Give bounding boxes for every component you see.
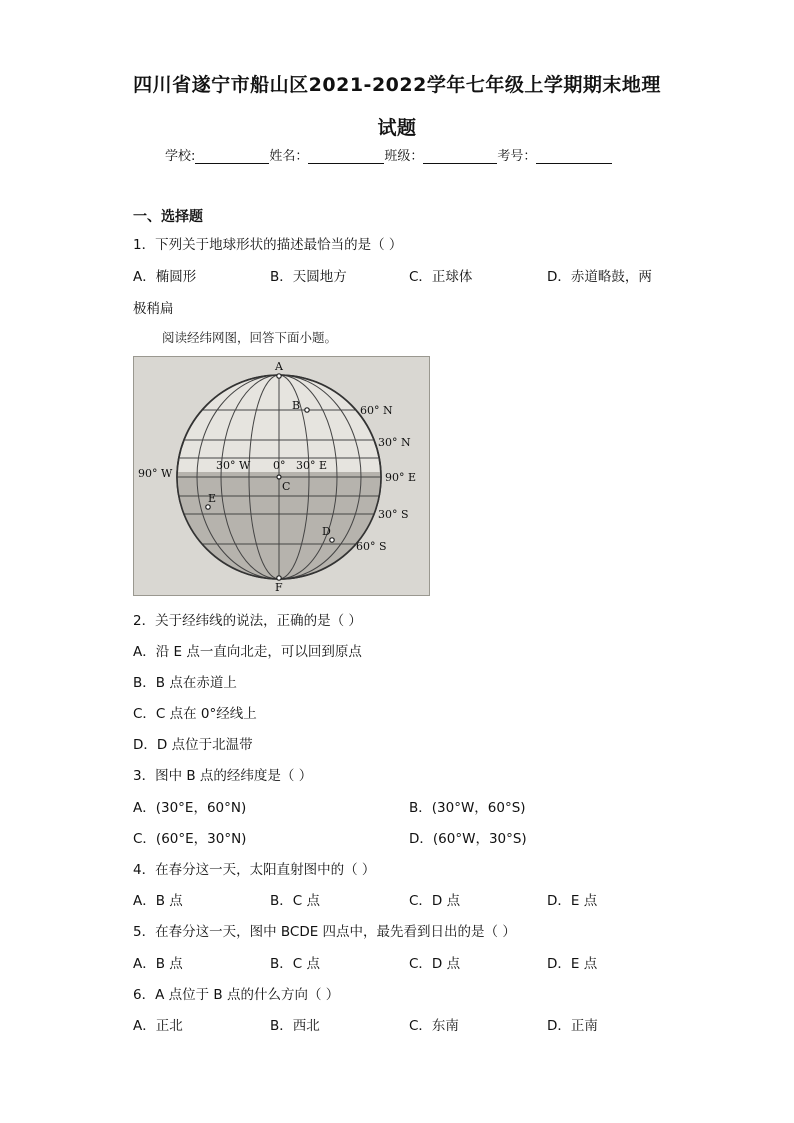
graticule-map	[133, 356, 430, 596]
label-lat-30n: 30° N	[378, 436, 411, 449]
question-2-option-a: A．沿 E 点一直向北走，可以回到原点	[133, 644, 362, 660]
question-2-stem: 2．关于经纬线的说法，正确的是（ ）	[133, 613, 362, 629]
name-label: 姓名：	[269, 149, 309, 164]
label-lon-30w: 30° W	[216, 459, 251, 472]
question-3-option-a: A．(30°E，60°N)	[133, 800, 247, 816]
question-4-stem: 4．在春分这一天，太阳直射图中的（ ）	[133, 862, 376, 878]
label-lon-90w: 90° W	[138, 467, 173, 480]
question-1-stem: 1．下列关于地球形状的描述最恰当的是（ ）	[133, 237, 403, 253]
question-4-option-b: B．C 点	[270, 893, 320, 909]
point-a-marker	[277, 374, 281, 378]
label-lat-30s: 30° S	[378, 508, 409, 521]
question-1-option-c: C．正球体	[409, 269, 473, 285]
question-6-stem: 6．A 点位于 B 点的什么方向（ ）	[133, 987, 340, 1003]
student-info-line	[165, 145, 612, 164]
point-f-marker	[277, 576, 281, 580]
question-1-option-b: B．天圆地方	[270, 269, 347, 285]
question-5-option-a: A．B 点	[133, 956, 183, 972]
school-field[interactable]	[195, 149, 269, 164]
graticule-map-svg	[134, 357, 429, 595]
label-e: E	[208, 492, 217, 505]
question-4-option-a: A．B 点	[133, 893, 183, 909]
question-4-option-d: D．E 点	[547, 893, 598, 909]
label-lon-0: 0°	[273, 459, 286, 472]
label-f: F	[275, 581, 283, 594]
question-4-option-c: C．D 点	[409, 893, 461, 909]
question-2-option-c: C．C 点在 0°经线上	[133, 706, 257, 722]
point-d-marker	[330, 538, 334, 542]
question-2-option-d: D．D 点位于北温带	[133, 737, 253, 753]
reading-instruction: 阅读经纬网图，回答下面小题。	[162, 330, 338, 345]
point-c-marker	[277, 475, 281, 479]
label-lat-60s: 60° S	[356, 540, 387, 553]
question-5-option-c: C．D 点	[409, 956, 461, 972]
question-5-option-d: D．E 点	[547, 956, 598, 972]
label-d: D	[322, 525, 331, 538]
class-field[interactable]	[423, 149, 497, 164]
number-label: 考号：	[497, 149, 537, 164]
question-1-option-a: A．椭圆形	[133, 269, 197, 285]
question-3-stem: 3．图中 B 点的经纬度是（ ）	[133, 768, 313, 784]
number-field[interactable]	[536, 149, 612, 164]
question-3-option-d: D．(60°W，30°S)	[409, 831, 527, 847]
label-b: B	[292, 399, 301, 412]
question-1-option-d-cont: 极稍扁	[133, 301, 174, 317]
class-label: 班级：	[384, 149, 424, 164]
question-6-option-b: B．西北	[270, 1018, 320, 1034]
question-6-option-d: D．正南	[547, 1018, 598, 1034]
point-b-marker	[305, 408, 309, 412]
question-3-option-b: B．(30°W，60°S)	[409, 800, 526, 816]
question-6-option-c: C．东南	[409, 1018, 459, 1034]
question-6-option-a: A．正北	[133, 1018, 183, 1034]
page-title-line2: 试题	[377, 117, 417, 139]
name-field[interactable]	[308, 149, 384, 164]
school-label: 学校:	[165, 149, 196, 164]
label-a: A	[275, 360, 283, 373]
question-5-stem: 5．在春分这一天，图中 BCDE 四点中，最先看到日出的是（ ）	[133, 924, 516, 940]
question-2-option-b: B．B 点在赤道上	[133, 675, 237, 691]
label-lon-30e: 30° E	[296, 459, 328, 472]
page-title: 四川省遂宁市船山区2021-2022学年七年级上学期期末地理	[133, 74, 661, 96]
question-3-option-c: C．(60°E，30°N)	[133, 831, 247, 847]
point-e-marker	[206, 505, 210, 509]
question-5-option-b: B．C 点	[270, 956, 320, 972]
label-c: C	[282, 480, 291, 493]
section-title: 一、选择题	[133, 209, 203, 225]
question-1-option-d: D．赤道略鼓，两	[547, 269, 652, 285]
label-lat-60n: 60° N	[360, 404, 393, 417]
label-lon-90e: 90° E	[385, 471, 417, 484]
